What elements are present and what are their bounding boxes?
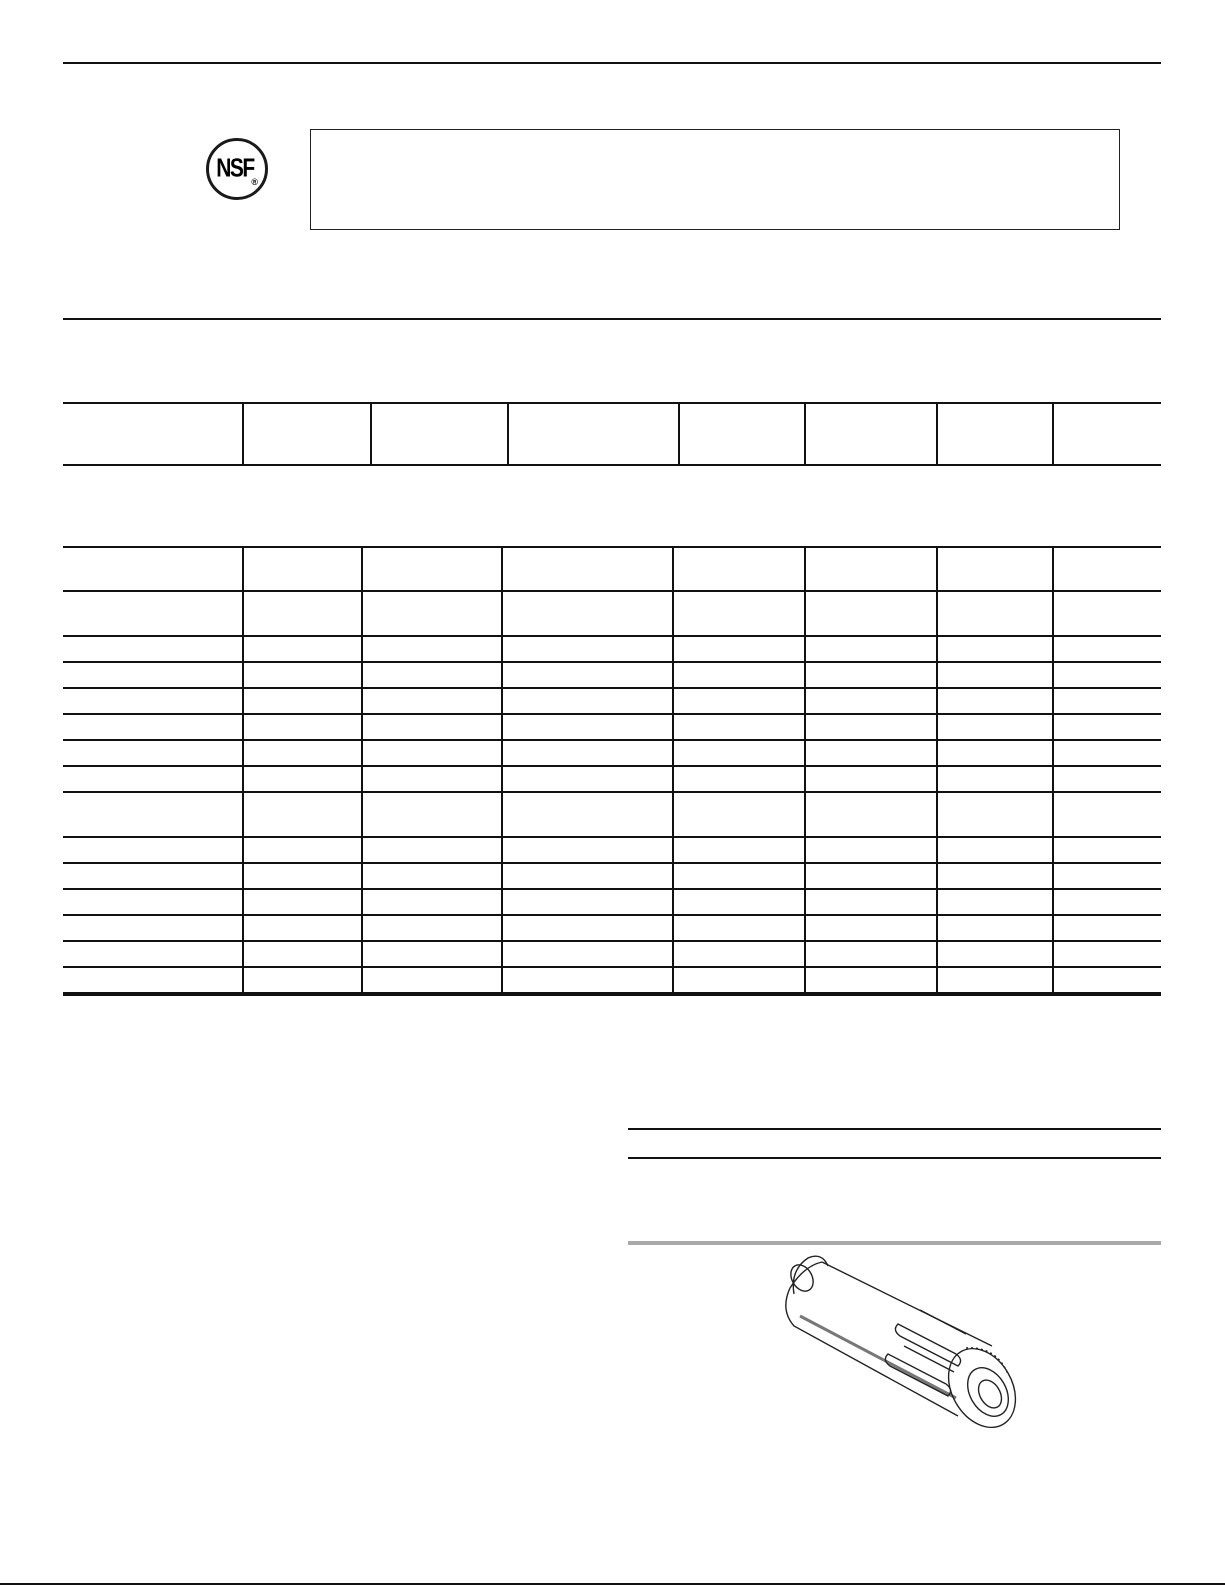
table-cell (937, 993, 1053, 995)
table-cell (502, 941, 673, 967)
table-row (63, 688, 1161, 714)
table-cell (63, 792, 243, 837)
table-cell (63, 714, 243, 740)
table-cell (673, 591, 805, 636)
table-cell (243, 636, 362, 662)
table-cell (805, 915, 937, 941)
top-rule (63, 62, 1161, 64)
nsf-logo (206, 138, 268, 200)
table-cell (937, 792, 1053, 837)
table-cell (937, 941, 1053, 967)
table-cell (63, 662, 243, 688)
table-cell (243, 837, 362, 863)
table-cell (63, 837, 243, 863)
table-cell (243, 714, 362, 740)
table-cell (937, 636, 1053, 662)
table-cell (502, 714, 673, 740)
table-cell (63, 889, 243, 915)
table-row (63, 915, 1161, 941)
table-cell (1053, 993, 1161, 995)
table-cell (502, 662, 673, 688)
table-cell (362, 792, 502, 837)
table-cell (937, 714, 1053, 740)
table-cell (1053, 740, 1161, 766)
table-cell (243, 792, 362, 837)
table-cell (805, 714, 937, 740)
table-cell (805, 403, 937, 465)
table-cell (502, 766, 673, 792)
table-cell (805, 889, 937, 915)
table-cell (243, 740, 362, 766)
table-cell (63, 636, 243, 662)
table-cell (805, 766, 937, 792)
table-cell (362, 993, 502, 995)
table-cell (502, 547, 673, 591)
table-cell (937, 547, 1053, 591)
table-cell (1053, 889, 1161, 915)
table-cell (673, 915, 805, 941)
table-cell (937, 967, 1053, 993)
table-cell (362, 547, 502, 591)
table-cell (673, 889, 805, 915)
table-cell (805, 792, 937, 837)
table-cell (805, 662, 937, 688)
table-cell (63, 547, 243, 591)
table-cell (63, 740, 243, 766)
table-row (63, 547, 1161, 591)
table-cell (805, 688, 937, 714)
table-cell (1053, 403, 1161, 465)
table-row (63, 740, 1161, 766)
table-cell (243, 863, 362, 889)
table-cell (673, 740, 805, 766)
table-cell (937, 915, 1053, 941)
table-cell (937, 837, 1053, 863)
table-cell (362, 889, 502, 915)
section-rule (63, 318, 1161, 320)
table-row (63, 792, 1161, 837)
table-cell (243, 766, 362, 792)
table-row (63, 967, 1161, 993)
table-cell (243, 591, 362, 636)
table-cell (63, 993, 243, 995)
table-cell (243, 915, 362, 941)
table-cell (673, 714, 805, 740)
table-cell (362, 967, 502, 993)
table-cell (63, 403, 243, 465)
table-cell (63, 688, 243, 714)
table-cell (805, 740, 937, 766)
table-cell (362, 636, 502, 662)
table-cell (1053, 915, 1161, 941)
table-cell (362, 915, 502, 941)
table-cell (937, 688, 1053, 714)
table-cell (805, 863, 937, 889)
table-cell (243, 967, 362, 993)
table-row (63, 863, 1161, 889)
table-cell (673, 837, 805, 863)
table-cell (502, 591, 673, 636)
table-cell (362, 766, 502, 792)
table-cell (679, 403, 805, 465)
table-cell (243, 547, 362, 591)
table-cell (673, 863, 805, 889)
table-cell (243, 993, 362, 995)
table-cell (673, 993, 805, 995)
table-cell (502, 792, 673, 837)
table-cell (63, 863, 243, 889)
table-row (63, 766, 1161, 792)
table-row (63, 837, 1161, 863)
table-cell (1053, 766, 1161, 792)
table-cell (362, 837, 502, 863)
table-cell (63, 766, 243, 792)
table-cell (1053, 941, 1161, 967)
table-cell (805, 941, 937, 967)
table-cell (937, 662, 1053, 688)
table-row (63, 889, 1161, 915)
table-cell (673, 688, 805, 714)
table-cell (63, 941, 243, 967)
table-cell (502, 889, 673, 915)
table-row (63, 662, 1161, 688)
table-cell (673, 636, 805, 662)
table-cell (937, 740, 1053, 766)
table-cell (371, 403, 508, 465)
table-cell (362, 714, 502, 740)
table-cell (63, 591, 243, 636)
table-row (63, 591, 1161, 636)
notice-box (310, 129, 1120, 230)
table-cell (362, 863, 502, 889)
table-cell (362, 688, 502, 714)
illustration-rule (628, 1241, 1161, 1245)
table-cell (1053, 792, 1161, 837)
table-cell (63, 967, 243, 993)
table-cell (502, 993, 673, 995)
table-cell (1053, 547, 1161, 591)
performance-table-header (63, 402, 1161, 466)
table-cell (243, 688, 362, 714)
table-cell (243, 941, 362, 967)
table-cell (243, 662, 362, 688)
table-row (63, 636, 1161, 662)
table-cell (1053, 636, 1161, 662)
nsf-logo-text: NSF (216, 154, 254, 183)
table-cell (673, 941, 805, 967)
table-row (63, 941, 1161, 967)
table-cell (362, 591, 502, 636)
table-cell (502, 740, 673, 766)
table-cell (805, 591, 937, 636)
table-cell (1053, 863, 1161, 889)
table-cell (805, 967, 937, 993)
table-cell (937, 766, 1053, 792)
performance-data-table (63, 546, 1161, 996)
table-cell (502, 915, 673, 941)
table-cell (805, 547, 937, 591)
table-cell (805, 837, 937, 863)
table-cell (1053, 967, 1161, 993)
table-cell (805, 993, 937, 995)
table-cell (362, 662, 502, 688)
table-cell (805, 636, 937, 662)
table-cell (63, 915, 243, 941)
table-cell (243, 403, 371, 465)
table-cell (502, 863, 673, 889)
table-cell (937, 591, 1053, 636)
table-cell (1053, 837, 1161, 863)
table-cell (1053, 714, 1161, 740)
table-cell (243, 889, 362, 915)
table-cell (937, 889, 1053, 915)
table-cell (1053, 688, 1161, 714)
table-cell (508, 403, 679, 465)
table-cell (502, 967, 673, 993)
table-cell (673, 967, 805, 993)
table-cell (1053, 662, 1161, 688)
table-cell (673, 766, 805, 792)
table-cell (937, 403, 1053, 465)
replacement-section-rule-bottom (628, 1157, 1161, 1159)
table-cell (502, 688, 673, 714)
water-filter-cartridge-icon (770, 1250, 1030, 1450)
table-cell (673, 792, 805, 837)
table-row (63, 993, 1161, 995)
table-cell (1053, 591, 1161, 636)
table-cell (502, 837, 673, 863)
table-cell (937, 863, 1053, 889)
table-cell (502, 636, 673, 662)
table-cell (673, 662, 805, 688)
replacement-section-rule-top (628, 1128, 1161, 1130)
table-cell (362, 740, 502, 766)
table-row (63, 403, 1161, 465)
table-cell (673, 547, 805, 591)
table-cell (362, 941, 502, 967)
registered-mark: ® (251, 177, 258, 187)
table-row (63, 714, 1161, 740)
